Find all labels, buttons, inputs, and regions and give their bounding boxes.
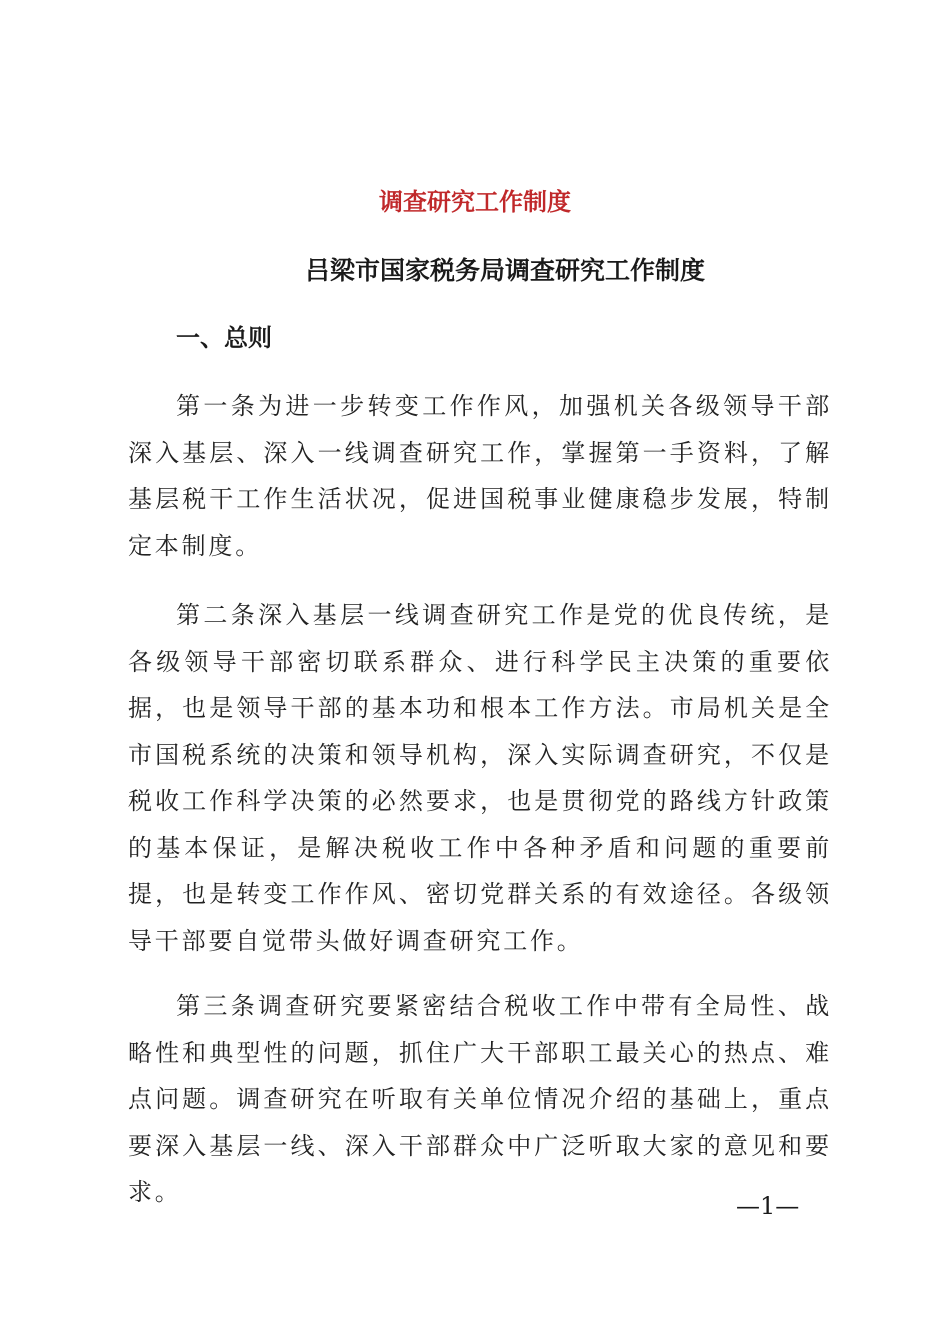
article-1-paragraph: 第一条为进一步转变工作作风，加强机关各级领导干部深入基层、深入一线调查研究工作，掌握第一手资料，了解基层税干工作生活状况，促进国税事业健康稳步发展，特制定本制度。 <box>128 392 832 560</box>
page-number: —1— <box>736 1192 800 1220</box>
document-title: 调查研究工作制度 <box>379 187 571 216</box>
article-2-paragraph: 第二条深入基层一线调查研究工作是党的优良传统，是各级领导干部密切联系群众、进行科学民主决策的重要依据，也是领导干部的基本功和根本工作方法。市局机关是全市国税系统的决策和领导机构，深入实际调查研究，不仅是税收工作科学决策的必然要求，也是贯彻党的路线方针政策的基本保证，是解决税收工作中各种矛盾和问题的重要前提，也是转变工作作风、密切党群关系的有效途径。各级领导干部要自觉带头做好调查研究工作。 <box>128 601 832 955</box>
document-subtitle: 吕梁市国家税务局调查研究工作制度 <box>304 256 705 285</box>
article-3-paragraph: 第三条调查研究要紧密结合税收工作中带有全局性、战略性和典型性的问题，抓住广大干部职工最关心的热点、难点问题。调查研究在听取有关单位情况介绍的基础上，重点要深入基层一线、深入干部群众中广泛听取大家的意见和要求。 <box>128 992 832 1206</box>
section-heading-general: 一、总则 <box>176 324 272 352</box>
